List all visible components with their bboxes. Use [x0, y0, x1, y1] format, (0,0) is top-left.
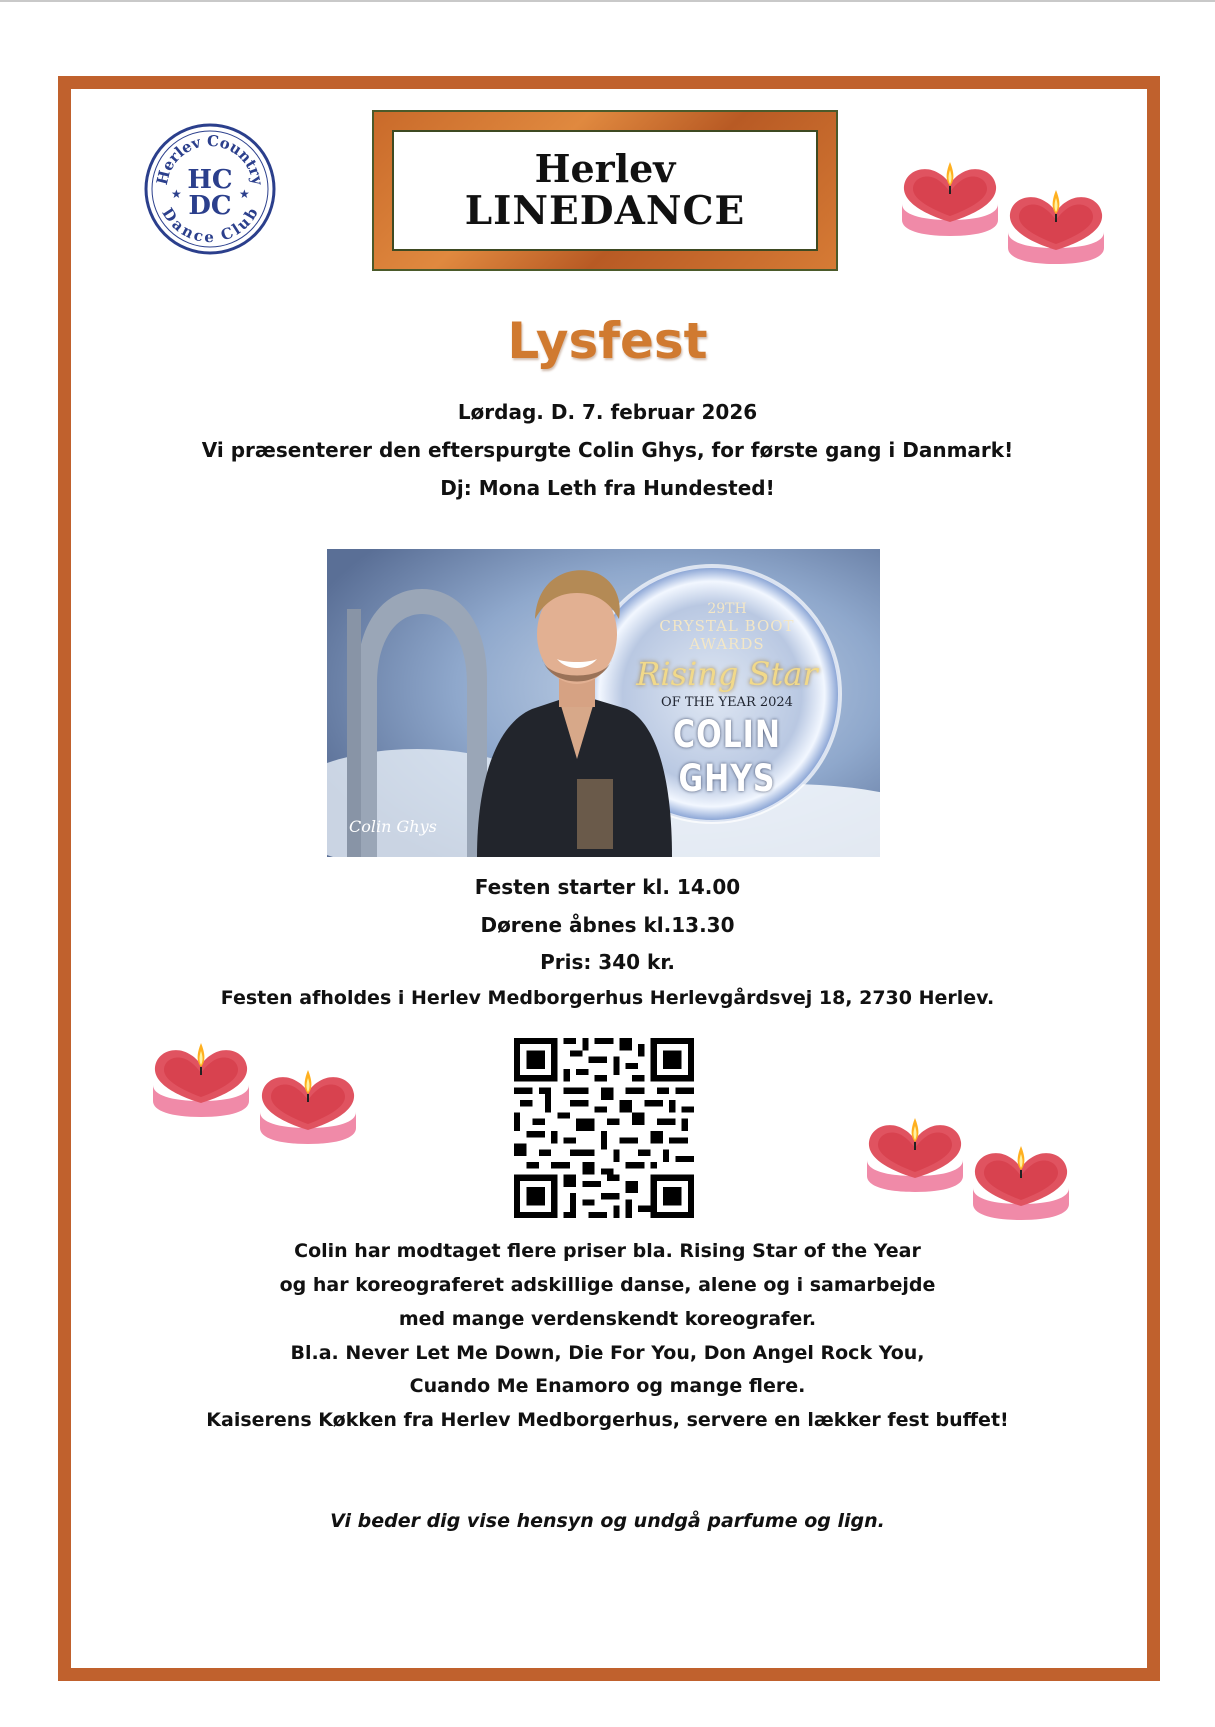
title-box-inner: [392, 130, 818, 251]
start-time: Festen starter kl. 14.00: [474, 875, 741, 899]
award-name: CRYSTAL BOOT AWARDS: [659, 617, 795, 653]
club-logo: [143, 122, 277, 256]
logo-top-text: Herlev Country: [152, 131, 267, 187]
price: Pris: 340 kr.: [540, 950, 675, 974]
award-year: OF THE YEAR 2024: [661, 695, 793, 710]
event-date: Lørdag. D. 7. februar 2026: [457, 400, 758, 424]
heart-candle-icon: [900, 158, 1000, 238]
logo-star-left-icon: ★: [171, 187, 182, 201]
award-text: [627, 601, 827, 801]
doors-time: Dørene åbnes kl.13.30: [480, 913, 735, 937]
top-divider: [0, 0, 1215, 2]
event-title: Lysfest: [507, 312, 708, 370]
qr-code[interactable]: [514, 1038, 694, 1218]
event-dj: Dj: Mona Leth fra Hundested!: [440, 476, 775, 500]
notice: Vi beder dig vise hensyn og undgå parfume og lign.: [330, 1510, 885, 1532]
description-line-3: med mange verdenskendt koreografer.: [398, 1308, 817, 1330]
heart-candle-icon: [865, 1114, 965, 1194]
logo-bottom-text: Dance Club: [158, 204, 262, 247]
artist-name: COLIN GHYS: [673, 713, 781, 801]
award-title: Rising Star: [636, 655, 818, 693]
title-line-2: LINEDANCE: [464, 187, 746, 234]
description-line-1: Colin har modtaget flere priser bla. Rising Star of the Year: [294, 1240, 921, 1262]
artist-signature: Colin Ghys: [349, 817, 437, 836]
description-line-4: Bl.a. Never Let Me Down, Die For You, Don Angel Rock You,: [290, 1342, 925, 1364]
heart-candle-icon: [258, 1066, 358, 1146]
venue: Festen afholdes i Herlev Medborgerhus Herlevgårdsvej 18, 2730 Herlev.: [220, 987, 995, 1009]
award-edition: 29TH: [707, 601, 747, 617]
heart-candle-icon: [1006, 186, 1106, 266]
description-line-2: og har koreograferet adskillige danse, alene og i samarbejde: [279, 1274, 936, 1296]
heart-candle-icon: [151, 1039, 251, 1119]
logo-monogram-bottom: DC: [188, 191, 232, 221]
description-line-6: Kaiserens Køkken fra Herlev Medborgerhus, servere en lækker fest buffet!: [206, 1409, 1009, 1431]
title-line-1: Herlev: [534, 146, 676, 192]
logo-star-right-icon: ★: [239, 187, 250, 201]
logo-monogram-top: HC: [187, 165, 233, 195]
artist-photo: [327, 549, 880, 857]
description-line-5: Cuando Me Enamoro og mange flere.: [409, 1375, 806, 1397]
event-presenter: Vi præsenterer den efterspurgte Colin Ghys, for første gang i Danmark!: [201, 438, 1014, 462]
heart-candle-icon: [971, 1142, 1071, 1222]
title-box: [372, 110, 838, 271]
